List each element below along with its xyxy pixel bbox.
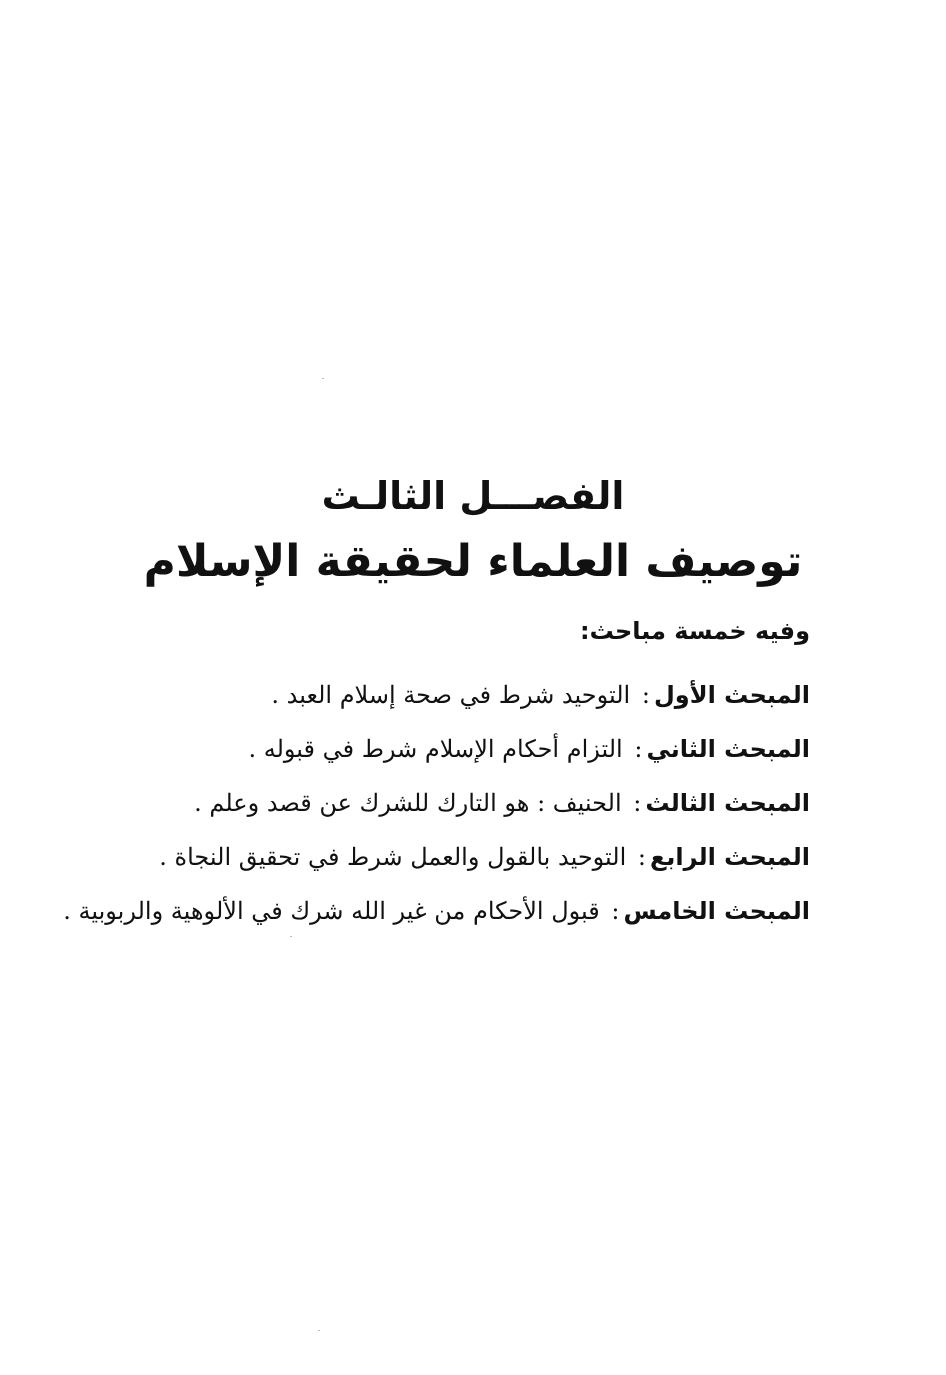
topic-item: [50, 776, 810, 830]
chapter-title: الفصـــل الثالـث: [321, 474, 625, 518]
topic-item: [50, 830, 810, 884]
topic-separator: [638, 681, 654, 709]
topics-list: [50, 668, 810, 938]
scan-speck: [318, 1330, 320, 1331]
topic-text: التزام أحكام الإسلام شرط في قبوله .: [248, 735, 623, 763]
topic-separator: [629, 789, 645, 817]
topic-item: [50, 668, 810, 722]
chapter-subtitle: توصيف العلماء لحقيقة الإسلام: [143, 536, 803, 587]
topic-label: المبحث الثالث: [645, 789, 810, 817]
topic-separator: [634, 843, 650, 871]
topic-label: المبحث الثاني: [646, 735, 810, 763]
topic-separator: [607, 897, 623, 925]
topic-text: التوحيد شرط في صحة إسلام العبد .: [271, 681, 631, 709]
topic-text: قبول الأحكام من غير الله شرك في الألوهية والربوبية .: [63, 897, 600, 925]
topic-item: [50, 722, 810, 776]
topic-label: المبحث الأول: [653, 681, 810, 709]
topic-label: المبحث الرابع: [650, 843, 810, 871]
topic-text: التوحيد بالقول والعمل شرط في تحقيق النجاة .: [159, 843, 627, 871]
topic-separator: [630, 735, 646, 763]
topic-item: [50, 884, 810, 938]
topic-text: الحنيف : هو التارك للشرك عن قصد وعلم .: [194, 789, 622, 817]
scan-speck: [322, 378, 324, 379]
intro-heading: وفيه خمسة مباحث:: [579, 617, 810, 645]
topic-label: المبحث الخامس: [623, 897, 810, 925]
